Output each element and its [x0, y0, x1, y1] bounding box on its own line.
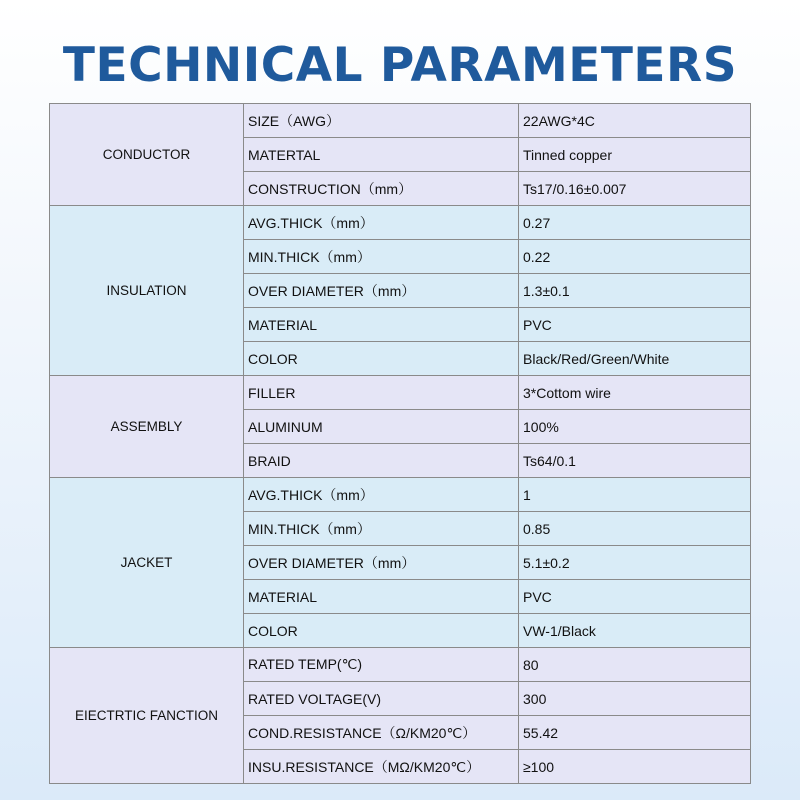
param-value: 0.85: [519, 512, 751, 546]
table-row: [50, 376, 751, 410]
param-value: Ts17/0.16±0.007: [519, 172, 751, 206]
param-label: OVER DIAMETER（mm）: [244, 546, 519, 580]
param-label: RATED VOLTAGE(V): [244, 682, 519, 716]
param-label: CONSTRUCTION（mm）: [244, 172, 519, 206]
param-label: COND.RESISTANCE（Ω/KM20℃）: [244, 716, 519, 750]
param-value: 100%: [519, 410, 751, 444]
param-label: MATERIAL: [244, 308, 519, 342]
table-row: [50, 206, 751, 240]
table-row: [50, 648, 751, 682]
param-value: VW-1/Black: [519, 614, 751, 648]
param-label: COLOR: [244, 614, 519, 648]
category-jacket: JACKET: [50, 478, 244, 648]
param-label: AVG.THICK（mm）: [244, 478, 519, 512]
param-label: MIN.THICK（mm）: [244, 240, 519, 274]
parameters-table: [49, 103, 751, 784]
param-label: RATED TEMP(℃): [244, 648, 519, 682]
param-value: Black/Red/Green/White: [519, 342, 751, 376]
param-label: BRAID: [244, 444, 519, 478]
param-value: 80: [519, 648, 751, 682]
param-value: 5.1±0.2: [519, 546, 751, 580]
param-value: 3*Cottom wire: [519, 376, 751, 410]
param-value: 1: [519, 478, 751, 512]
param-value: 0.27: [519, 206, 751, 240]
param-label: FILLER: [244, 376, 519, 410]
param-label: ALUMINUM: [244, 410, 519, 444]
table-row: [50, 478, 751, 512]
param-label: MATERIAL: [244, 580, 519, 614]
param-value: 300: [519, 682, 751, 716]
param-value: ≥100: [519, 750, 751, 784]
param-value: 1.3±0.1: [519, 274, 751, 308]
page-title: TECHNICAL PARAMETERS: [62, 38, 738, 93]
category-electric-function: EIECTRTIC FANCTION: [50, 648, 244, 784]
param-label: OVER DIAMETER（mm）: [244, 274, 519, 308]
table-body: [50, 104, 751, 784]
category-conductor: CONDUCTOR: [50, 104, 244, 206]
param-label: COLOR: [244, 342, 519, 376]
category-assembly: ASSEMBLY: [50, 376, 244, 478]
table-row: [50, 104, 751, 138]
category-insulation: INSULATION: [50, 206, 244, 376]
param-value: PVC: [519, 580, 751, 614]
param-value: Ts64/0.1: [519, 444, 751, 478]
param-value: 0.22: [519, 240, 751, 274]
param-label: MATERTAL: [244, 138, 519, 172]
param-label: MIN.THICK（mm）: [244, 512, 519, 546]
param-value: 22AWG*4C: [519, 104, 751, 138]
param-value: 55.42: [519, 716, 751, 750]
param-label: INSU.RESISTANCE（MΩ/KM20℃）: [244, 750, 519, 784]
param-value: Tinned copper: [519, 138, 751, 172]
param-label: SIZE（AWG）: [244, 104, 519, 138]
param-value: PVC: [519, 308, 751, 342]
param-label: AVG.THICK（mm）: [244, 206, 519, 240]
